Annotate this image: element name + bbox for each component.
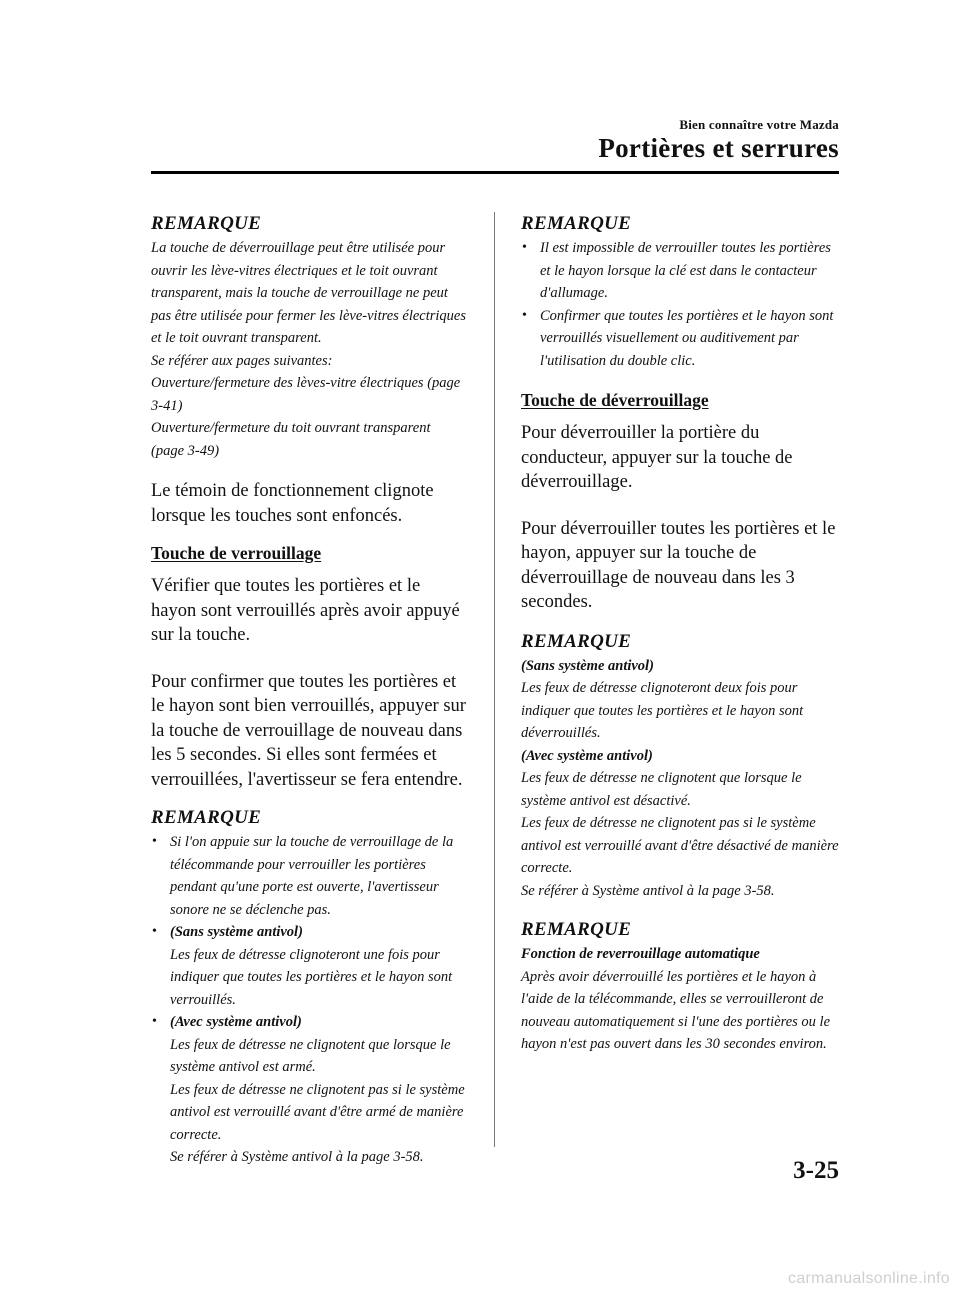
bullet-text: Les feux de détresse clignoteront une fois pour indiquer que toutes les portières et le hayon sont verrouillés. — [170, 946, 453, 1008]
bullet-text: Il est impossible de verrouiller toutes les portières et le hayon lorsque la clé est dans le contacteur d'allumage. — [540, 240, 831, 301]
note-box — [521, 631, 843, 903]
bullet-text: Les feux de détresse ne clignotent pas si le système antivol est verrouillé avant d'être armé de manière correcte. — [170, 1081, 465, 1143]
left-column — [151, 213, 467, 1169]
column-divider — [494, 212, 495, 1147]
list-item — [151, 1011, 467, 1169]
note-bullet-list — [151, 831, 467, 1169]
note-box — [521, 919, 843, 1056]
bullet-text: Confirmer que toutes les portières et le hayon sont verrouillés visuellement ou auditivement par l'utilisation du double clic. — [540, 307, 834, 369]
chapter-subtitle: Bien connaître votre Mazda — [679, 117, 839, 132]
note-title: REMARQUE — [151, 807, 262, 828]
bullet-text: Les feux de détresse ne clignotent que lorsque le système antivol est armé. — [170, 1036, 451, 1075]
note-title: REMARQUE — [521, 630, 632, 652]
body-paragraph: Pour confirmer que toutes les portières et le hayon sont bien verrouillés, appuyer sur la touche de verrouillage de nouveau dans les 5 secondes. Si elles sont fermées et verrouillées, l'avertisseur se fera entendre. — [151, 671, 466, 790]
note-text: Les feux de détresse clignoteront deux fois pour indiquer que toutes les portières et le hayon sont déverrouillés. — [521, 680, 804, 741]
section-heading-unlock: Touche de déverrouillage — [521, 390, 709, 410]
note-text: Ouverture/fermeture des lèves-vitre électriques (page 3-41) — [151, 375, 461, 414]
body-paragraph: Le témoin de fonctionnement clignote lorsque les touches sont enfoncés. — [151, 481, 434, 526]
list-item — [151, 921, 467, 1011]
note-subheading: Fonction de reverrouillage automatique — [521, 946, 760, 962]
note-bullet-list — [521, 237, 843, 372]
note-text: Les feux de détresse ne clignotent que lorsque le système antivol est désactivé. — [521, 770, 802, 809]
note-text: Après avoir déverrouillé les portières et le hayon à l'aide de la télécommande, elles se verrouilleront de nouveau automatiquement si l'une des portières ou le hayon n'est pas ouvert dans les 30 secondes environ. — [521, 968, 831, 1052]
body-paragraph: Pour déverrouiller toutes les portières et le hayon, appuyer sur la touche de déverrouillage de nouveau dans les 3 secondes. — [521, 518, 836, 612]
note-subheading: (Sans système antivol) — [521, 657, 654, 674]
note-title: REMARQUE — [521, 213, 632, 234]
note-text: Ouverture/fermeture du toit ouvrant transparent (page 3-49) — [151, 420, 431, 459]
list-item — [151, 831, 467, 921]
note-text: La touche de déverrouillage peut être utilisée pour ouvrir les lève-vitres électriques et le toit ouvrant transparent, mais la touche de verrouillage ne peut pas être utilisée pour fermer les lève-vitres électriques et le toit ouvrant transparent. — [151, 240, 467, 346]
header-divider — [151, 171, 839, 174]
note-box — [521, 213, 843, 372]
watermark: carmanualsonline.info — [788, 1270, 950, 1287]
bullet-text: Si l'on appuie sur la touche de verrouillage de la télécommande pour verrouiller les portières pendant qu'une porte est ouverte, l'avertisseur sonore ne se déclenche pas. — [170, 834, 454, 918]
note-title: REMARQUE — [151, 213, 262, 234]
section-heading-lock: Touche de verrouillage — [151, 543, 322, 563]
right-column — [521, 213, 843, 1056]
body-paragraph: Pour déverrouiller la portière du conducteur, appuyer sur la touche de déverrouillage. — [521, 423, 793, 492]
bullet-text: Se référer à Système antivol à la page 3-58. — [170, 1149, 424, 1165]
page-number: 3-25 — [793, 1157, 839, 1184]
bullet-subheading: • (Sans système antivol) — [170, 924, 303, 940]
list-item — [521, 305, 843, 373]
section-title: Portières et serrures — [598, 133, 839, 163]
list-item — [521, 237, 843, 305]
note-subheading: (Avec système antivol) — [521, 747, 653, 764]
note-box — [151, 807, 467, 1169]
note-box — [151, 213, 467, 462]
note-title: REMARQUE — [521, 919, 632, 940]
bullet-subheading: • (Avec système antivol) — [170, 1014, 302, 1030]
body-paragraph: Vérifier que toutes les portières et le hayon sont verrouillés après avoir appuyé sur la touche. — [151, 576, 460, 645]
note-text: Se référer aux pages suivantes: — [151, 352, 333, 369]
note-text: Les feux de détresse ne clignotent pas si le système antivol est verrouillé avant d'être désactivé de manière correcte. — [521, 815, 839, 876]
note-text: Se référer à Système antivol à la page 3-58. — [521, 882, 775, 899]
